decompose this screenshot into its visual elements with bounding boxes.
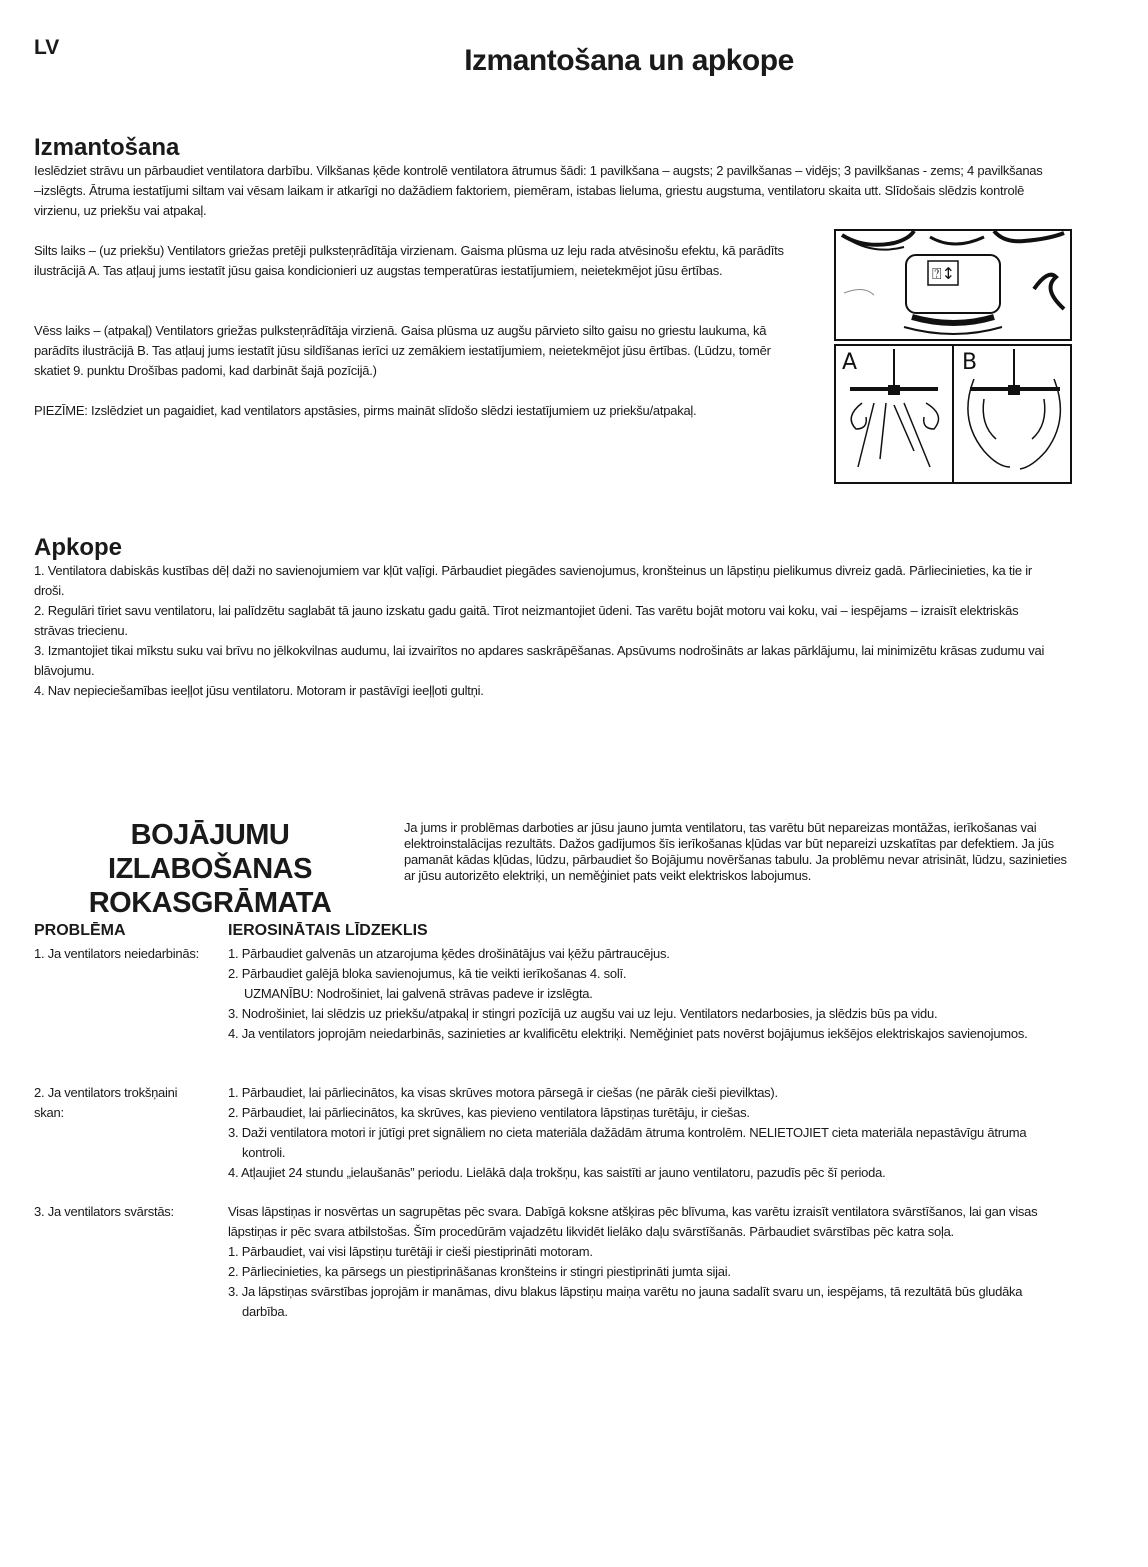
troubleshooting-intro: Ja jums ir problēmas darboties ar jūsu jauno jumta ventilatoru, tas varētu būt nepareizas montāžas, ierīkošanas vai elektroinstalācijas rezultāts. Dažos gadījumos šīs ierīkošanas kļūdas var būt nepareizi uzskatītas par defektiem. Ja jūs pamanāt kādas kļūdas, lūdzu, pārbaudiet šo Bojājumu novēršanas tabulu. Ja problēmu nevar atrisināt, lūdzu, sazinieties ar jūsu autorizēto elektriķi, un neměģiniet pats veikt elektriskos labojumus. [404, 820, 1067, 883]
page-title: Izmantošana un apkope [464, 44, 794, 77]
usage-directions [34, 241, 804, 281]
language-code: LV [34, 36, 60, 59]
solution-step: 1. Pārbaudiet, lai pārliecinātos, ka visas skrūves motora pārsegā ir ciešas (ne pārāk cieši pievilktas). [228, 1085, 778, 1100]
solution-2 [228, 1083, 1068, 1183]
troubleshooting-title-line1: BOJĀJUMU IZLABOŠANAS [108, 819, 312, 885]
usage-note: PIEZĪME: Izslēdziet un pagaidiet, kad ventilators apstāsies, pirms maināt slīdošo slēdzi iestatījumiem uz priekšu/atpakaļ. [34, 403, 697, 418]
solution-step: 2. Pārliecinieties, ka pārsegs un piestiprināšanas kronšteins ir stingri piestiprināti jumta sijai. [228, 1264, 731, 1279]
maintenance-heading: Apkope [34, 534, 123, 561]
usage-paragraph-warm: Silts laiks – (uz priekšu) Ventilators griežas pretēji pulksteņrādītāja virzienam. Gaisma plūsma uz leju rada atvēsinošu efektu, kā parādīts ilustrācijā A. Tas atļauj jums iestatīt jūsu gaisa kondicionieri uz augstas temperatūras iestatījumiem, neietekmējot jūsu ērtības. [34, 243, 784, 278]
troubleshooting-title-line2: ROKASGRĀMATA [88, 887, 332, 919]
usage-heading: Izmantošana [34, 134, 180, 161]
solution-step: 3. Ja lāpstiņas svārstības joprojām ir manāmas, divu blakus lāpstiņu maiņa varētu no jauna sadalīt svaru un, iespējams, tā rezultātā būs gludāka darbība. [228, 1284, 1023, 1319]
maintenance-item: 1. Ventilatora dabiskās kustības dēļ daži no savienojumiem var kļūt vaļīgi. Pārbaudiet piegādes savienojumus, kronšteinus un lāpstiņu pielikumus divreiz gadā. Pārliecinieties, ka tie ir droši. [34, 563, 1032, 598]
solution-step: 3. Daži ventilatora motori ir jūtīgi pret signāliem no cieta materiāla dažādām ātruma kontrolēm. NELIETOJIET cieta materiāla nepastāvīgu ātruma kontroli. [228, 1125, 1027, 1160]
problem-3: 3. Ja ventilators svārstās: [34, 1204, 174, 1219]
diagram-b-label: B [962, 350, 978, 375]
problem-2: 2. Ja ventilators trokšņaini skan: [34, 1085, 178, 1120]
usage-paragraph-1: Ieslēdziet strāvu un pārbaudiet ventilatora darbību. Vilkšanas ķēde kontrolē ventilatora ātrumus šādi: 1 pavilkšana – augsts; 2 pavilkšanas – vidējs; 3 pavilkšanas - zems; 4 pavilkšanas –izslēgts. Ātruma iestatījumi siltam vai vēsam laikam ir atkarīgi no dažādiem faktoriem, piemēram, istabas lieluma, griestu augstuma, ventilatoru skaita utt. Slīdošais slēdzis kontrolē virzienu, uz priekšu vai atpakaļ. [34, 163, 1043, 218]
maintenance-item: 2. Regulāri tīriet savu ventilatoru, lai palīdzētu saglabāt tā jauno izskatu gadu gaitā. Tīrot neizmantojiet ūdeni. Tas varētu bojāt motoru vai koku, vai – iespējams – izraisīt elektriskās strāvas triecienu. [34, 603, 1019, 638]
solution-step: 4. Ja ventilators joprojām neiedarbinās, sazinieties ar kvalificētu elektriķi. Neměģiniet pats novērst bojājumus iekšējos elektriskajos savienojumos. [228, 1026, 1028, 1041]
solution-column-header: IEROSINĀTAIS LĪDZEKLIS [228, 922, 428, 939]
solution-3 [228, 1202, 1068, 1322]
diagram-a-label: A [842, 350, 858, 375]
solution-step: 1. Pārbaudiet, vai visi lāpstiņu turētāji ir cieši piestiprināti motoram. [228, 1244, 593, 1259]
maintenance-list [34, 561, 1054, 701]
solution-step: 1. Pārbaudiet galvenās un atzarojuma ķēdes drošinātājus vai ķēžu pārtraucējus. [228, 946, 670, 961]
solution-step: 2. Pārbaudiet, lai pārliecinātos, ka skrūves, kas pievieno ventilatora lāpstiņas turētāju, ir ciešas. [228, 1105, 750, 1120]
solution-step: 4. Atļaujiet 24 stundu „ielaušanās” periodu. Lielākā daļa trokšņu, kas saistīti ar jauno ventilatoru, pazudīs pēc šī perioda. [228, 1165, 886, 1180]
usage-cool [34, 321, 804, 381]
troubleshooting-title [30, 818, 390, 920]
solution-step: 2. Pārbaudiet galējā bloka savienojumus, kā tie veikti ierīkošanas 4. solī. [228, 966, 627, 981]
svg-text:⍰↕: ⍰↕ [932, 264, 956, 283]
problem-1: 1. Ja ventilators neiedarbinās: [34, 946, 199, 961]
fan-direction-figure [834, 229, 1072, 485]
problem-column-header: PROBLĒMA [34, 922, 126, 939]
usage-intro [34, 161, 1044, 221]
solution-1 [228, 944, 1068, 1044]
solution-intro: Visas lāpstiņas ir nosvērtas un sagrupētas pēc svara. Dabīgā koksne atšķiras pēc blīvuma, kas varētu izraisīt ventilatora svārstīšanos, lai gan visas lāpstiņas ir pēc svara atbilstošas. Šīm procedūrām vajadzētu likvidēt lielāko daļu svārstīšanās. Pārbaudiet svārstības pēc katra soļa. [228, 1204, 1038, 1239]
maintenance-item: 4. Nav nepieciešamības ieeļļot jūsu ventilatoru. Motoram ir pastāvīgi ieeļļoti gultņi. [34, 683, 484, 698]
solution-caution: UZMANĪBU: Nodrošiniet, lai galvenā strāvas padeve ir izslēgta. [244, 986, 593, 1001]
usage-paragraph-cool: Vēss laiks – (atpakaļ) Ventilators griežas pulksteņrādītāja virzienā. Gaisa plūsma uz augšu pārvieto silto gaisu no griestu laukuma, kā parādīts ilustrācijā B. Tas atļauj jums iestatīt jūsu sildīšanas ierīci uz zemākiem iestatījumiem, neietekmējot jūsu ērtības. (Lūdzu, tomēr skatiet 9. punktu Drošības padomi, kad darbināt šajā pozīcijā.) [34, 323, 771, 378]
fan-illustration [834, 229, 1072, 485]
maintenance-item: 3. Izmantojiet tikai mīkstu suku vai brīvu no jēlkokvilnas audumu, lai izvairītos no apdares saskrāpēšanas. Apsūvums nodrošināts ar lakas pārklājumu, lai minimizētu krāsas zudumu vai blāvojumu. [34, 643, 1045, 678]
solution-step: 3. Nodrošiniet, lai slēdzis uz priekšu/atpakaļ ir stingri pozīcijā uz augšu vai uz leju. Ventilators nedarbosies, ja slēdzis būs pa vidu. [228, 1006, 938, 1021]
